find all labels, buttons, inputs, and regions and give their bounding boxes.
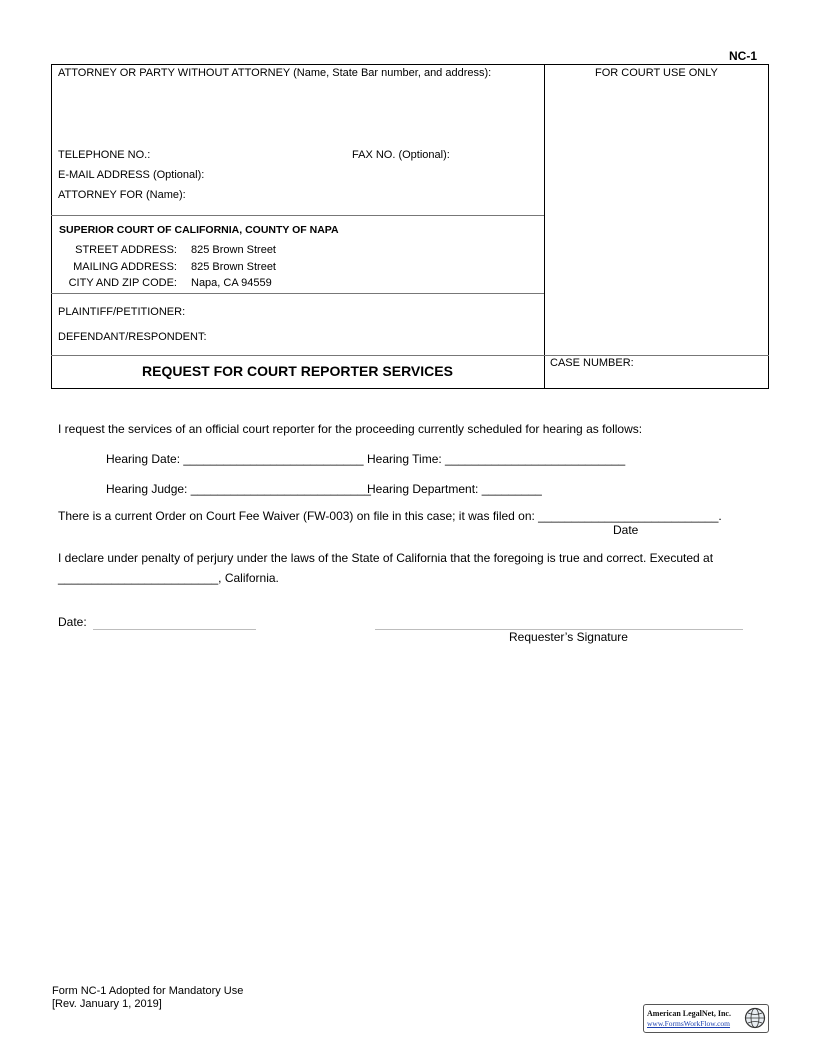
signature-caption: Requester’s Signature [509,630,628,644]
form-code: NC-1 [729,49,758,63]
form-title: REQUEST FOR COURT REPORTER SERVICES [142,363,453,379]
attorney-for-label: ATTORNEY FOR (Name): [58,189,186,201]
telephone-label: TELEPHONE NO.: [58,149,151,161]
hearing-time-field[interactable]: Hearing Time: ___________________________ [367,452,626,466]
logo-url: www.FormsWorkFlow.com [647,1019,731,1028]
case-number-label: CASE NUMBER: [550,357,634,369]
request-text: I request the services of an official court reporter for the proceeding currently scheduled for hearing as follows: [58,422,643,436]
fee-waiver-filed-field[interactable]: There is a current Order on Court Fee Waiver (FW-003) on file in this case; it was filed on: ___________________________. [58,509,722,523]
hearing-department-field[interactable]: Hearing Department: _________ [367,482,542,496]
defendant-label: DEFENDANT/RESPONDENT: [58,331,207,343]
court-use-label: FOR COURT USE ONLY [595,67,718,79]
street-address-label: STREET ADDRESS: [75,244,177,256]
mailing-address-value: 825 Brown Street [191,261,276,273]
american-legalnet-logo [643,1004,769,1033]
footer-adopted: Form NC-1 Adopted for Mandatory Use [52,985,244,997]
date-signature-line[interactable] [93,629,256,630]
court-name: SUPERIOR COURT OF CALIFORNIA, COUNTY OF NAPA [59,224,339,236]
mailing-address-label: MAILING ADDRESS: [73,261,177,273]
fee-waiver-date-caption: Date [613,523,639,537]
date-label: Date: [58,615,87,629]
fax-label: FAX NO. (Optional): [352,149,450,161]
city-zip-label: CITY AND ZIP CODE: [68,277,177,289]
city-zip-value: Napa, CA 94559 [191,277,272,289]
globe-icon [744,1007,766,1029]
attorney-label: ATTORNEY OR PARTY WITHOUT ATTORNEY (Name, State Bar number, and address): [58,67,492,79]
hearing-date-field[interactable]: Hearing Date: ___________________________ [106,452,364,466]
hearing-judge-field[interactable]: Hearing Judge: ___________________________ [106,482,371,496]
plaintiff-label: PLAINTIFF/PETITIONER: [58,306,186,318]
street-address-value: 825 Brown Street [191,244,276,256]
executed-at-field[interactable]: ________________________, California. [58,571,279,585]
footer-revision: [Rev. January 1, 2019] [52,998,162,1010]
email-label: E-MAIL ADDRESS (Optional): [58,169,205,181]
declaration-text: I declare under penalty of perjury under the laws of the State of California that the foregoing is true and correct. Executed at [58,551,714,565]
logo-company: American LegalNet, Inc. [647,1009,731,1018]
